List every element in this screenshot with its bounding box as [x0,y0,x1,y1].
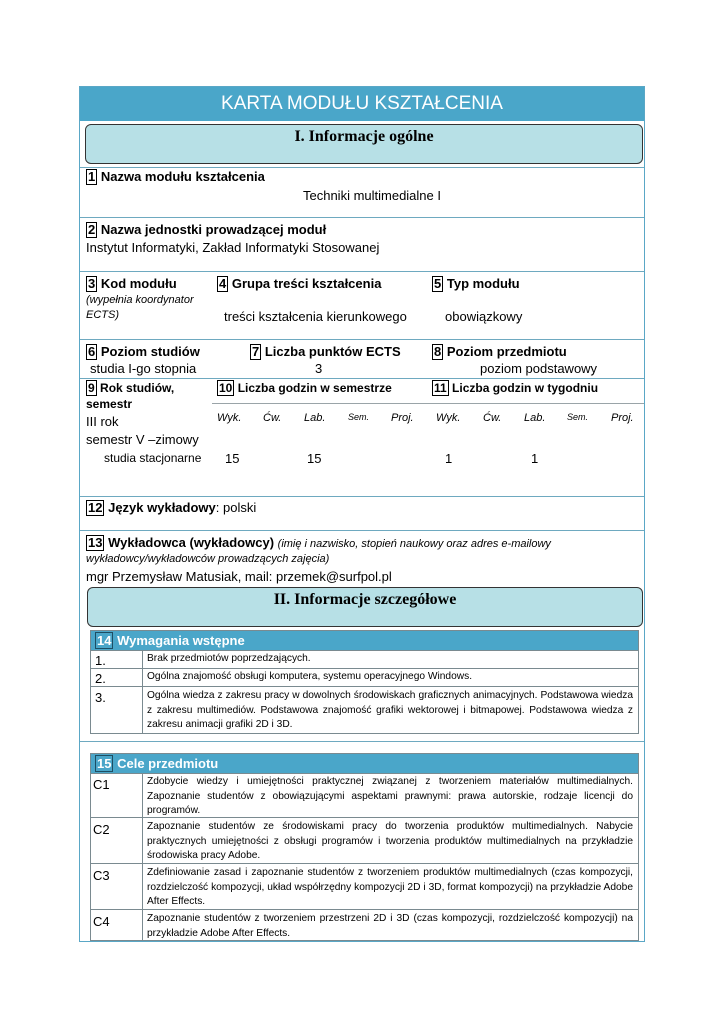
divider [432,403,644,404]
ects-value: 3 [315,361,323,376]
weekly-col-lab: Lab. [524,412,546,424]
divider [80,530,644,531]
requirement-text: Ogólna znajomość obsługi komputera, systemu operacyjnego Windows. [147,671,473,682]
weekly-hours-label: 11 Liczba godzin w tygodniu [434,381,599,395]
goal-text: Zapoznanie studentów z tworzeniem przestrzeni 2D i 3D (czas kompozycji, rozdzielczość kompozycji) na przykładzie Adobe After Effects. [147,913,633,939]
lecturer-value: mgr Przemysław Matusiak, mail: przemek@surfpol.pl [86,569,392,584]
divider [80,167,644,168]
weekly-col-sem: Sem. [567,412,589,422]
divider [212,403,432,404]
goal-text: Zdobycie wiedzy i umiejętności praktycznej związanej z tworzeniem materiałów multimedialnych. Zapoznanie studentów z obowiązującymi aspektami prawnymi: prawa autorskie, rodzaje licencji do programów. [147,776,633,816]
requirement-number: 3. [95,690,106,705]
goal-number: C1 [93,777,110,792]
card-title: KARTA MODUŁU KSZTAŁCENIA [80,87,644,121]
semester-col-proj: Proj. [391,412,414,424]
requirement-text: Ogólna wiedza z zakresu pracy w dowolnych środowiskach graficznych animacyjnych. Podstawowa wiedza z zakresu multimediów. Podstawowa znajomość grafiki wektorowej i bitmapowej. Podstawowa wiedza z zakresu animacji grafiki 2D i 3D. [147,690,633,730]
unit-label: 2 Nazwa jednostki prowadzącej moduł [88,222,327,237]
lecturer-note: wykładowcy/wykładowców prowadzących zajęcia) [86,553,330,565]
semester-value: semestr V –zimowy [86,432,199,447]
weekly-col-cw: Ćw. [483,412,502,424]
language-row: 12 Język wykładowy: polski [88,500,257,515]
section-detailed-title: II. Informacje szczegółowe [87,587,643,627]
semester-col-cw: Ćw. [263,412,282,424]
study-level-label: 6 Poziom studiów [88,344,200,359]
divider [80,378,644,379]
weekly-col-proj: Proj. [611,412,634,424]
module-name-label: 1 Nazwa modułu kształcenia [88,169,265,184]
module-type-value: obowiązkowy [445,309,523,324]
requirement-number: 2. [95,671,106,686]
semester-col-wyk: Wyk. [217,412,242,424]
divider [80,741,644,742]
semester-col-lab: Lab. [304,412,326,424]
section-general-title: I. Informacje ogólne [85,124,643,164]
goal-number: C3 [93,868,110,883]
module-type-label: 5 Typ modułu [434,276,520,291]
weekly-lab-value: 1 [531,451,539,466]
ects-label: 7 Liczba punktów ECTS [252,344,401,359]
requirements-table [90,630,639,734]
year-semester-label: 9 Rok studiów, semestr [86,381,175,411]
semester-wyk-value: 15 [225,451,240,466]
goals-header: 15 Cele przedmiotu [91,754,638,773]
goal-number: C4 [93,914,110,929]
study-mode-value: studia stacjonarne [104,451,202,465]
divider [80,271,644,272]
module-code-label: 3 Kod modułu [88,276,177,291]
divider [80,339,644,340]
year-value: III rok [86,414,119,429]
divider [80,496,644,497]
semester-col-sem: Sem. [348,412,370,422]
subject-level-value: poziom podstawowy [480,361,598,376]
subject-level-label: 8 Poziom przedmiotu [434,344,567,359]
goal-number: C2 [93,822,110,837]
module-name-value: Techniki multimedialne I [302,188,441,203]
module-code-note: (wypełnia koordynator ECTS) [86,294,194,321]
weekly-wyk-value: 1 [445,451,453,466]
goal-text: Zapoznanie studentów ze środowiskami pracy do tworzenia produktów multimedialnych. Nabycie praktycznych umiejętności z obsługi programów i tworzenia produktów multimedialnych na przykładzie środowiska pracy Adobe. [147,821,633,861]
unit-value: Instytut Informatyki, Zakład Informatyki Stosowanej [86,240,380,255]
content-group-value: treści kształcenia kierunkowego [224,309,407,324]
requirement-number: 1. [95,653,106,668]
requirements-header: 14 Wymagania wstępne [91,631,638,650]
requirement-text: Brak przedmiotów poprzedzających. [147,653,311,664]
weekly-col-wyk: Wyk. [436,412,461,424]
content-group-label: 4 Grupa treści kształcenia [219,276,382,291]
divider [80,217,644,218]
lecturer-label: 13 Wykładowca (wykładowcy) (imię i nazwisko, stopień naukowy oraz adres e-mailowy [88,535,551,550]
semester-lab-value: 15 [307,451,322,466]
study-level-value: studia I-go stopnia [90,361,197,376]
goal-text: Zdefiniowanie zasad i zapoznanie studentów z tworzeniem produktów multimedialnych (czas kompozycji, rozdzielczość kompozycji, układ współrzędny kompozycji 2D i 3D, format kompozycji) na przykładzie Adobe After Effects. [147,867,633,907]
semester-hours-label: 10 Liczba godzin w semestrze [219,381,392,395]
goals-table [90,753,639,941]
